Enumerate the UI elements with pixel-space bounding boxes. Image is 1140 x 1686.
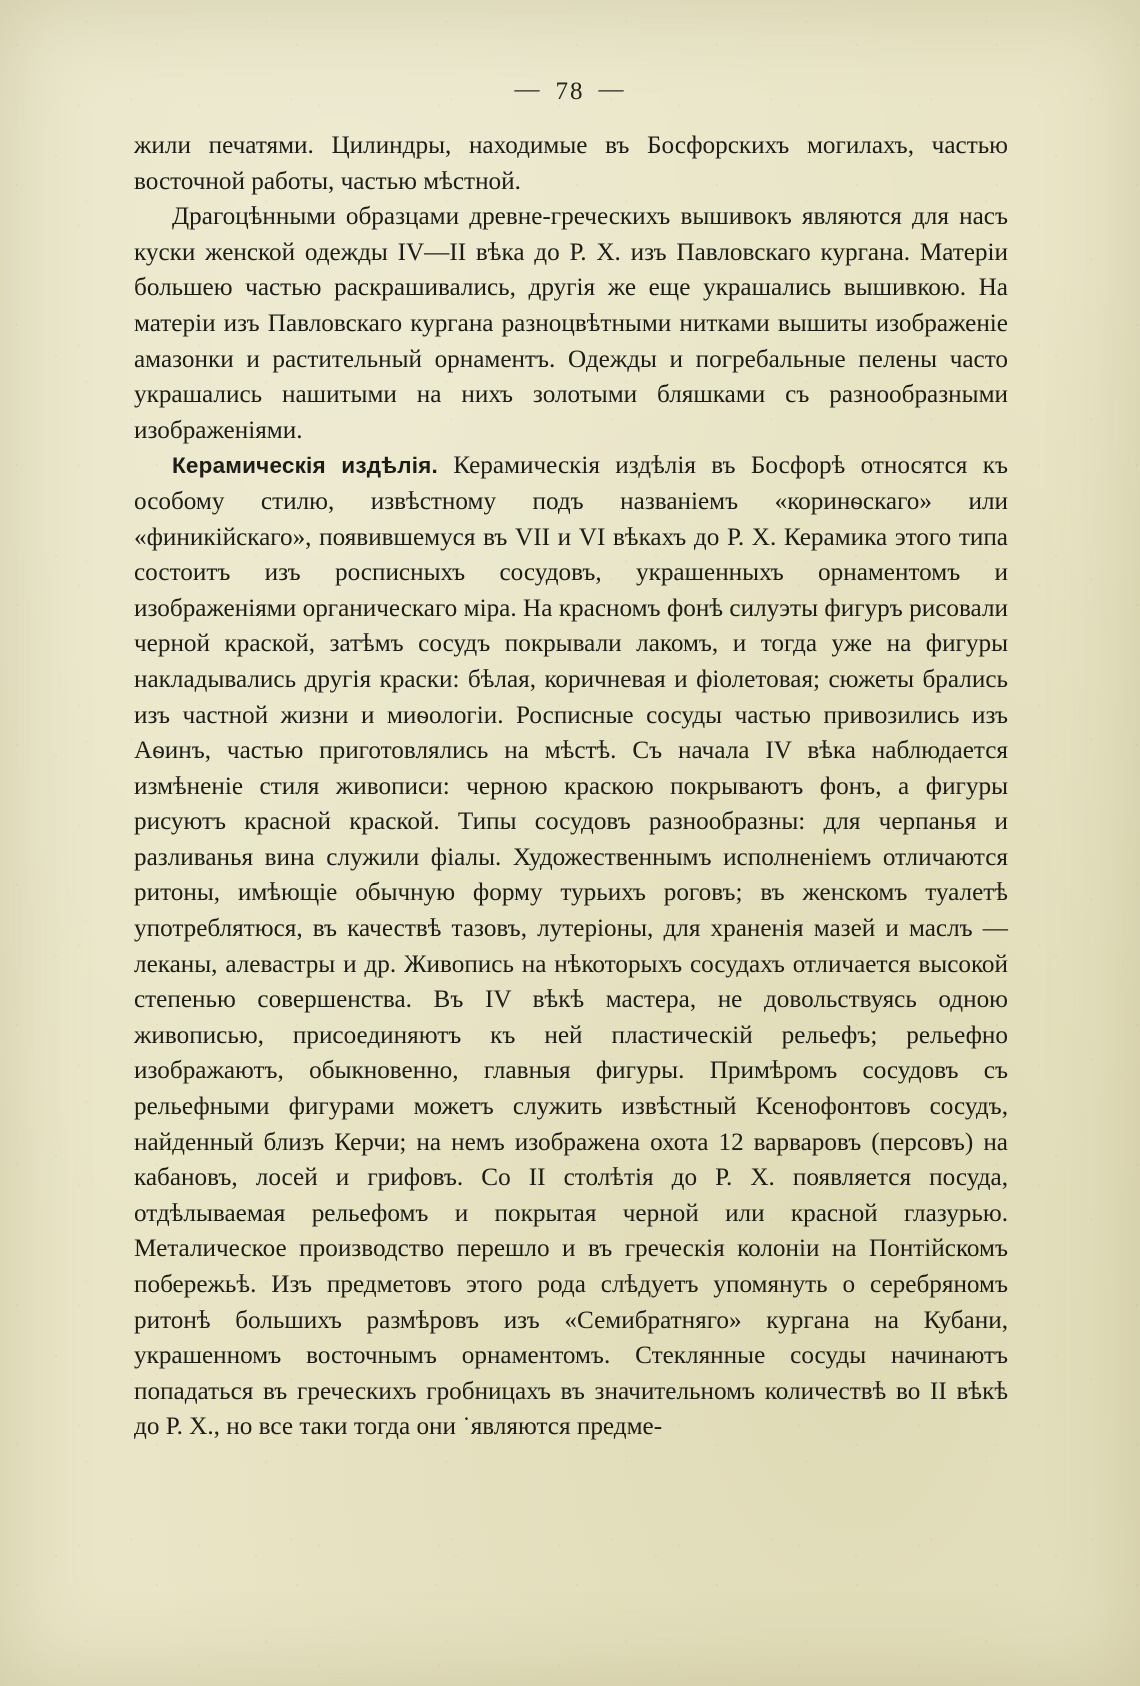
- page-body-text: [134, 128, 1008, 1445]
- paragraph-2-text: Драгоцѣнными образцами древне-греческихъ вышивокъ являются для насъ куски женской одежды IV—II вѣка до Р. X. изъ Павловскаго кургана. Матеріи большею частью раскрашивались, другія же еще украшались вышивкою. На матеріи изъ Павловскаго кургана разноцвѣтными нитками вышиты изображеніе амазонки и растительный орнаментъ. Одежды и погребальные пелены часто украшались нашитыми на нихъ золотыми бляшками съ разнообразными изображеніями.: [134, 203, 1008, 444]
- paragraph-3-text: Керамическія издѣлія въ Босфорѣ относятся къ особому стилю, извѣстному подъ названіемъ «коринѳскаго» или «финикійскаго», появившемуся въ VII и VI вѣкахъ до Р. X. Керамика этого типа состоитъ изъ росписныхъ сосудовъ, украшенныхъ орнаментомъ и изображеніями органическаго міра. На красномъ фонѣ силуэты фигуръ рисовали черной краской, затѣмъ сосудъ покрывали лакомъ, и тогда уже на фигуры накладывались другія краски: бѣлая, коричневая и фіолетовая; сюжеты брались изъ частной жизни и миѳологіи. Росписные сосуды частью привозились изъ Аѳинъ, частью приготовлялись на мѣстѣ. Съ начала IV вѣка наблюдается измѣненіе стиля живописи: черною краскою покрываютъ фонъ, а фигуры рисуютъ красной краской. Типы сосудовъ разнообразны: для черпанья и разливанья вина служили фіалы. Художественнымъ исполненіемъ отличаются ритоны, имѣющіе обычную форму турьихъ роговъ; въ женскомъ туалетѣ употреблятюся, въ качествѣ тазовъ, лутеріоны, для храненія мазей и маслъ — леканы, алевастры и др. Живопись на нѣкоторыхъ сосудахъ отличается высокой степенью совершенства. Въ IV вѣкѣ мастера, не довольствуясь одною живописью, присоединяютъ къ ней пластическій рельефъ; рельефно изображаютъ, обыкновенно, главныя фигуры. Примѣромъ сосудовъ съ рельефными фигурами можетъ служить извѣстный Ксенофонтовъ сосудъ, найденный близъ Керчи; на немъ изображена охота 12 варваровъ (персовъ) на кабановъ, лосей и грифовъ. Со II столѣтія до Р. X. появляется посуда, отдѣлываемая рельефомъ и покрытая черной или красной глазурью. Металическое производство перешло и въ греческія колоніи на Понтійскомъ побережьѣ. Изъ предметовъ этого рода слѣдуетъ упомянуть о серебряномъ ритонѣ большихъ размѣровъ изъ «Семибратняго» кургана на Кубани, украшенномъ восточнымъ орнаментомъ. Стеклянные сосуды начинаютъ попадаться въ греческихъ гробницахъ въ значительномъ количествѣ во II вѣкѣ до Р. X., но все таки тогда они ˙являются предме-: [134, 452, 1008, 1441]
- paragraph-1-text: жили печатями. Цилиндры, находимые въ Босфорскихъ могилахъ, частью восточной работы, частью мѣстной.: [134, 132, 1008, 195]
- paragraph-2: [134, 199, 1008, 448]
- page-number-value: 78: [555, 78, 585, 105]
- page-number-dash-left: —: [514, 76, 542, 103]
- page-number-dash-right: —: [598, 76, 626, 103]
- page-number: [0, 78, 1140, 106]
- section-runhead-ceramics: Керамическія издѣлія.: [172, 453, 438, 479]
- paragraph-1: [134, 128, 1008, 199]
- paragraph-3: [134, 448, 1008, 1445]
